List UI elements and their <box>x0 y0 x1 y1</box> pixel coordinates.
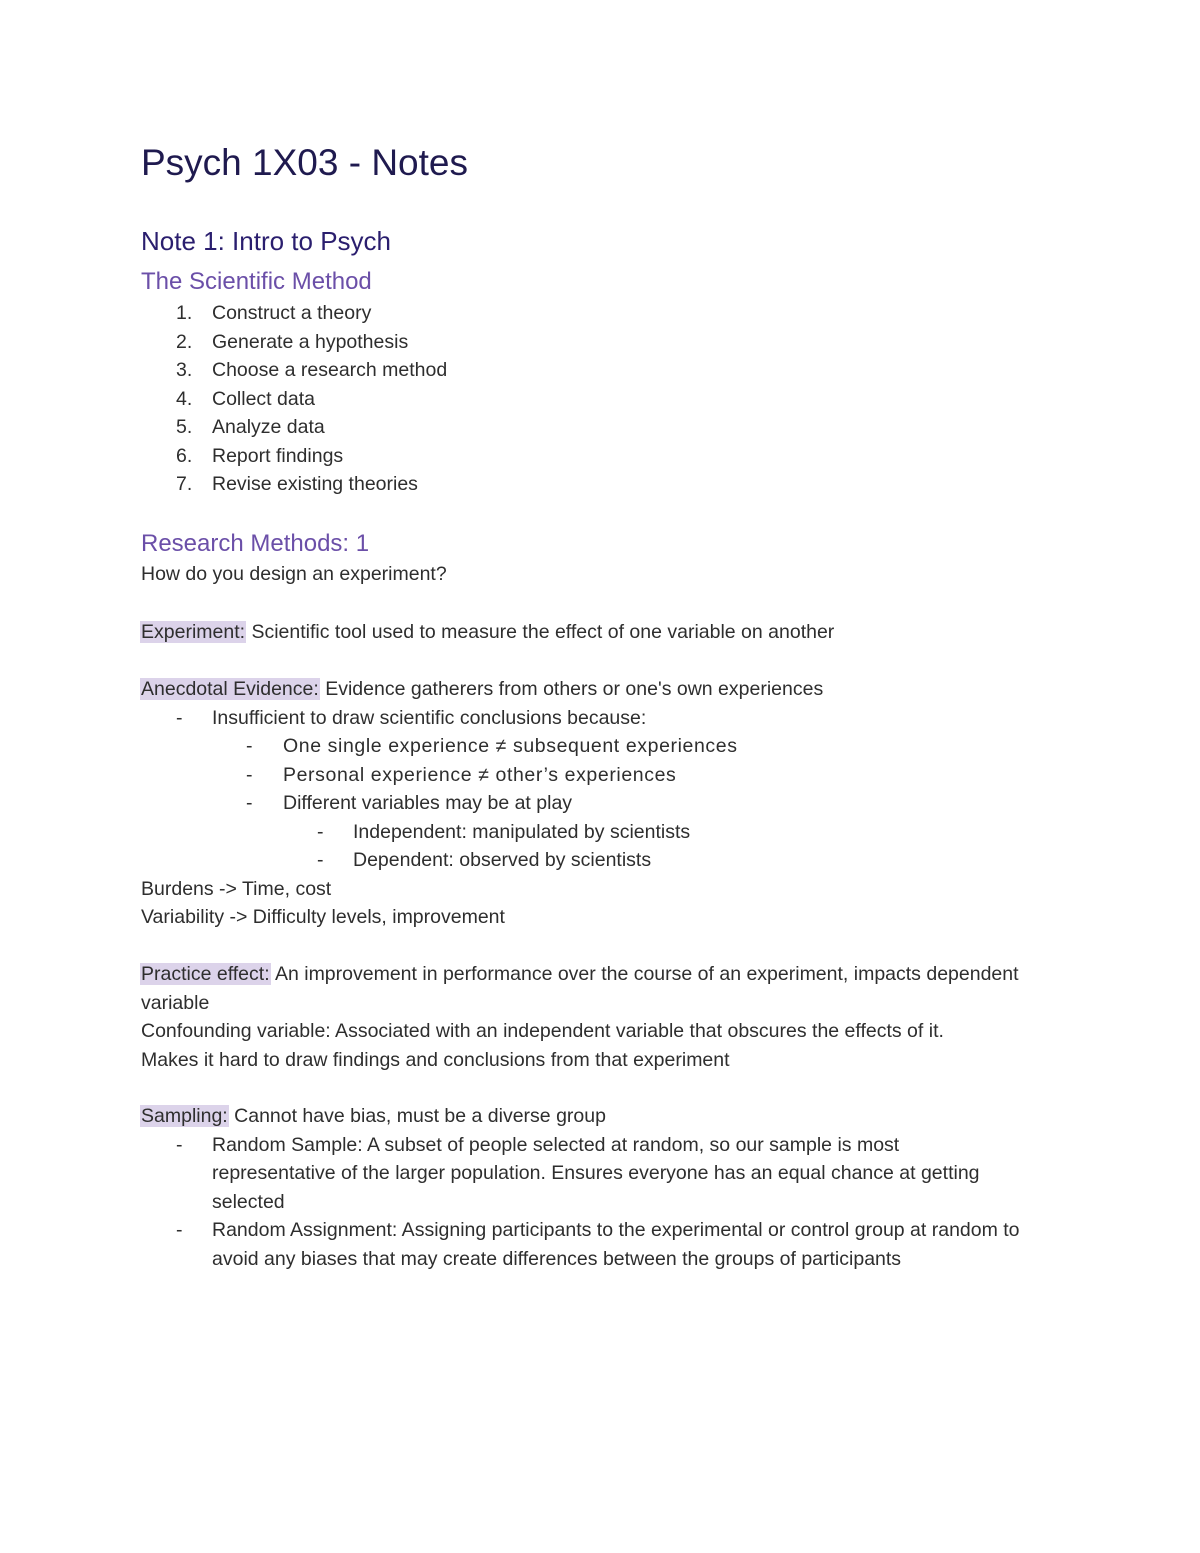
list-item <box>141 299 447 328</box>
list-item <box>141 818 1061 847</box>
research-methods-heading: Research Methods: 1 <box>141 530 370 557</box>
bullet-dash: - <box>317 820 324 843</box>
list-item <box>141 704 1061 733</box>
list-number: 4. <box>176 387 193 410</box>
list-number: 3. <box>176 359 193 381</box>
bullet-dash: - <box>176 1133 183 1156</box>
list-item <box>141 442 447 471</box>
list-item-text: Construct a theory <box>212 302 372 324</box>
scientific-method-heading: The Scientific Method <box>141 268 372 295</box>
question-text: How do you design an experiment? <box>141 563 447 585</box>
term-highlight: Sampling: <box>141 1105 228 1127</box>
list-item <box>141 732 1061 761</box>
list-item-text: Revise existing theories <box>212 473 418 495</box>
definition-text: Cannot have bias, must be a diverse group <box>228 1105 606 1127</box>
bullet-dash: - <box>176 1219 183 1241</box>
list-item-text: Dependent: observed by scientists <box>353 849 652 871</box>
bullet-dash: - <box>246 792 253 814</box>
term-highlight: Experiment: <box>141 621 246 643</box>
list-item-text: One single experience ≠ subsequent experiences <box>283 735 738 757</box>
anecdotal-bullets <box>141 704 1061 875</box>
list-number: 6. <box>176 444 193 467</box>
list-item <box>141 470 447 499</box>
term-highlight: Practice effect: <box>141 963 270 985</box>
confounding-variable-line-2: Makes it hard to draw findings and conclusions from that experiment <box>141 1048 730 1071</box>
bullet-dash: - <box>246 735 254 757</box>
list-item <box>141 385 447 414</box>
list-item-text: Random Sample: A subset of people selected at random, so our sample is most representative of the larger population. Ensures everyone has an equal chance at getting selected <box>212 1133 980 1213</box>
bullet-dash: - <box>317 849 324 871</box>
note-heading: Note 1: Intro to Psych <box>141 226 392 256</box>
term-highlight: Anecdotal Evidence: <box>141 678 319 700</box>
definition-text: An improvement in performance over the course of an experiment, impacts dependent variable <box>141 963 1019 1014</box>
definition-text: Scientific tool used to measure the effect of one variable on another <box>246 621 835 643</box>
list-item-text: Personal experience ≠ other’s experiences <box>283 763 677 786</box>
list-item <box>141 356 447 385</box>
sampling-bullets <box>141 1131 1021 1274</box>
anecdotal-evidence-section <box>141 675 1061 932</box>
list-item-text: Independent: manipulated by scientists <box>353 820 691 843</box>
list-number: 5. <box>176 416 193 438</box>
variability-line: Variability -> Difficulty levels, improvement <box>141 906 505 928</box>
list-item <box>141 1216 1021 1273</box>
list-item-text: Collect data <box>212 387 315 410</box>
list-item-text: Random Assignment: Assigning participants to the experimental or control group at random to avoid any biases that may create differences between the groups of participants <box>212 1219 1020 1270</box>
list-item <box>141 1131 1021 1217</box>
list-item-text: Analyze data <box>212 416 325 438</box>
list-number: 2. <box>176 330 193 353</box>
list-number: 1. <box>176 302 193 324</box>
definition-text: Evidence gatherers from others or one's own experiences <box>319 678 824 700</box>
list-item <box>141 761 1061 790</box>
list-item-text: Different variables may be at play <box>283 792 573 814</box>
list-item-text: Report findings <box>212 444 344 467</box>
list-item <box>141 328 447 357</box>
research-methods-question <box>141 560 1061 589</box>
document-title: Psych 1X03 - Notes <box>141 142 468 183</box>
list-item-text: Choose a research method <box>212 359 448 381</box>
list-item <box>141 846 1061 875</box>
practice-effect-section <box>141 960 1021 1074</box>
confounding-variable-line: Confounding variable: Associated with an independent variable that obscures the effects of it. <box>141 1020 944 1042</box>
scientific-method-steps <box>141 299 447 499</box>
sampling-section <box>141 1102 1021 1273</box>
bullet-dash: - <box>246 763 254 786</box>
list-item-text: Generate a hypothesis <box>212 330 409 353</box>
list-item <box>141 789 1061 818</box>
list-number: 7. <box>176 473 193 495</box>
list-item-text: Insufficient to draw scientific conclusions because: <box>212 706 647 729</box>
list-item <box>141 413 447 442</box>
bullet-dash: - <box>176 706 183 729</box>
experiment-definition <box>141 618 1061 647</box>
burdens-line: Burdens -> Time, cost <box>141 877 332 900</box>
